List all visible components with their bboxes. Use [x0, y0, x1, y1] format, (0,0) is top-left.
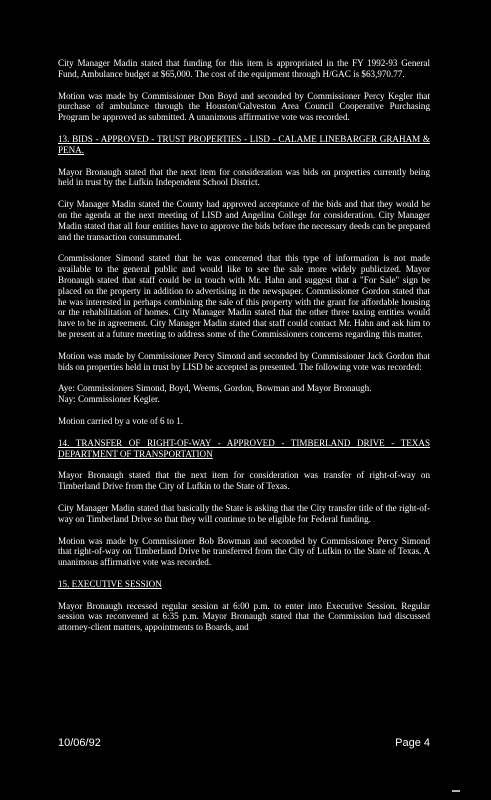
paragraph: Motion was made by Commissioner Percy Simond and seconded by Commissioner Jack Gordon that bids on properties held in trust by LISD be accepted as presented. The following vote was recorded:	[58, 350, 430, 372]
section-heading: 13. BIDS - APPROVED - TRUST PROPERTIES - LISD - CALAME LINEBARGER GRAHAM & PENA.	[58, 133, 430, 155]
paragraph: Commissioner Simond stated that he was concerned that this type of information is not made available to the general public and would like to see the sale more widely publicized. Mayor Bronaugh stated that staff could be in touch with Mr. Hahn and suggest that a "For Sale" sign be placed on the property in addition to advertising in the newspaper. Commissioner Gordon stated that he was interested in perhaps combining the sale of this property with the grant for affordable housing or the rehabilitation of homes. City Manager Madin stated that the other three taxing entities would have to be in agreement. City Manager Madin stated that staff could contact Mr. Hahn and ask him to be present at a future meeting to address some of the Commissioners concerns regarding this matter.	[58, 253, 430, 339]
paragraph: City Manager Madin stated that basically the State is asking that the City transfer title of the right-of-way on Timberland Drive so that they will continue to be eligible for Federal funding.	[58, 502, 430, 524]
paragraph: Motion carried by a vote of 6 to 1.	[58, 415, 184, 426]
paragraph: Mayor Bronaugh stated that the next item for consideration was bids on properties currently being held in trust by the Lufkin Independent School District.	[58, 166, 430, 188]
paragraph: City Manager Madin stated that funding for this item is appropriated in the FY 1992-93 General Fund, Ambulance budget at $65,000. The cost of the equipment through H/GAC is $63,970.77.	[58, 58, 430, 79]
paragraph: Aye: Commissioners Simond, Boyd, Weems, Gordon, Bowman and Mayor Bronaugh. Nay: Commissioner Kegler.	[58, 383, 372, 405]
page-number: Page 4	[395, 737, 430, 749]
paragraph: Motion was made by Commissioner Don Boyd and seconded by Commissioner Percy Kegler that purchase of ambulance through the Houston/Galveston Area Council Cooperative Purchasing Program be approved as submitted. A unanimous affirmative vote was recorded.	[58, 90, 430, 123]
paragraph: City Manager Madin stated the County had approved acceptance of the bids and that they would be on the agenda at the next meeting of LISD and Angelina College for consideration. City Manager Madin stated that all four entities have to approve the bids before the necessary deeds can be prepared and the transaction consummated.	[58, 199, 430, 242]
paragraph: Motion was made by Commissioner Bob Bowman and seconded by Commissioner Percy Simond that right-of-way on Timberland Drive be transferred from the City of Lufkin to the State of Texas. A unanimous affirmative vote was recorded.	[58, 535, 430, 568]
section-heading: 15. EXECUTIVE SESSION	[58, 578, 162, 589]
minutes-body	[58, 58, 430, 644]
scan-speck	[452, 790, 460, 792]
paragraph: Mayor Bronaugh recessed regular session at 6:00 p.m. to enter into Executive Session. Regular session was reconvened at 6:35 p.m. Mayor Bronaugh stated that the Commission had discussed attorney-client matters, appointments to Boards, and	[58, 600, 430, 633]
paragraph: Mayor Bronaugh stated that the next item for consideration was transfer of right-of-way on Timberland Drive from the City of Lufkin to the State of Texas.	[58, 470, 430, 492]
footer-date: 10/06/92	[58, 737, 101, 749]
section-heading: 14. TRANSFER OF RIGHT-OF-WAY - APPROVED - TIMBERLAND DRIVE - TEXAS DEPARTMENT OF TRANSPORTATION	[58, 437, 430, 459]
